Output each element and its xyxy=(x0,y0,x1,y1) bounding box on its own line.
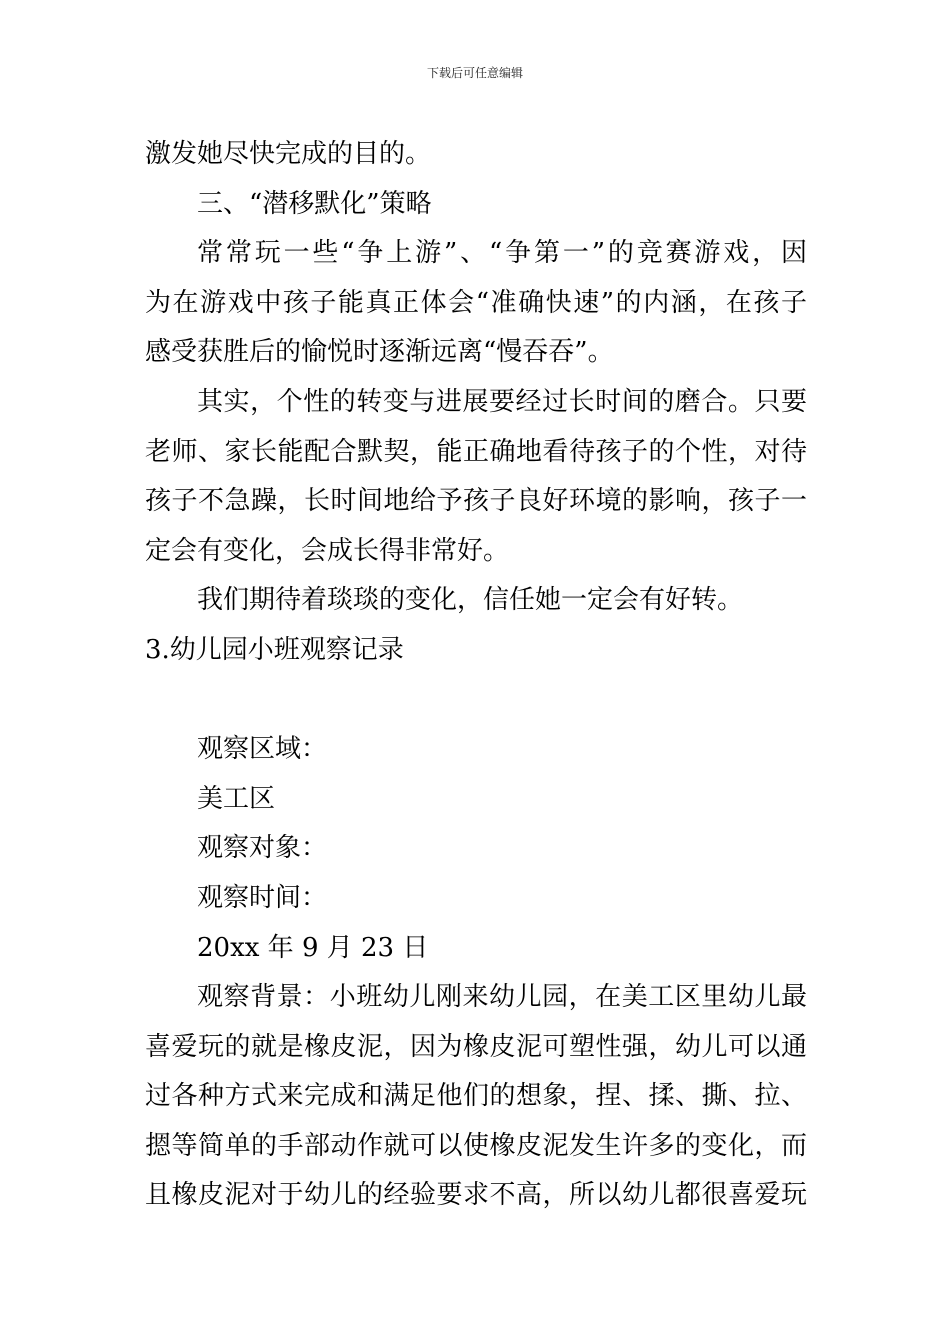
document-body xyxy=(145,130,807,1221)
page-header: 下载后可任意编辑 xyxy=(426,66,523,80)
paragraph-line: 激发她尽快完成的目的。 xyxy=(145,139,432,169)
paragraph-line: 定会有变化，会成长得非常好。 xyxy=(145,535,510,566)
paragraph-line: 我们期待着琰琰的变化，信任她一定会有好转。 xyxy=(197,585,744,616)
paragraph-line: 为在游戏中孩子能真正体会“准确快速”的内涵，在孩子 xyxy=(145,287,807,318)
paragraph-line: 其实，个性的转变与进展要经过长时间的磨合。只要 xyxy=(197,386,807,417)
paragraph-line: 过各种方式来完成和满足他们的想象，捏、揉、撕、拉、 xyxy=(145,1081,807,1112)
record-label-area: 观察区域： xyxy=(197,734,328,765)
paragraph-line: 观察背景：小班幼儿刚来幼儿园，在美工区里幼儿最 xyxy=(197,982,807,1013)
paragraph-line: 孩子不急躁，长时间地给予孩子良好环境的影响，孩子一 xyxy=(145,486,807,517)
paragraph-line: 常常玩一些“争上游”、“争第一”的竞赛游戏，因 xyxy=(197,238,807,269)
record-label-time: 观察时间： xyxy=(197,882,328,913)
paragraph-line: 感受获胜后的愉悦时逐渐远离“慢吞吞”。 xyxy=(145,337,614,368)
paragraph-line: 且橡皮泥对于幼儿的经验要求不高，所以幼儿都很喜爱玩 xyxy=(145,1180,807,1211)
paragraph-line: 喜爱玩的就是橡皮泥，因为橡皮泥可塑性强，幼儿可以通 xyxy=(145,1031,807,1062)
record-value-time: 20xx 年 9 月 23 日 xyxy=(197,932,429,963)
blank-line xyxy=(145,676,807,726)
paragraph-line: 老师、家长能配合默契，能正确地看待孩子的个性，对待 xyxy=(145,436,807,467)
paragraph-line: 摁等简单的手部动作就可以使橡皮泥发生许多的变化，而 xyxy=(145,1130,807,1161)
record-value-area: 美工区 xyxy=(197,783,276,814)
section-title: 3.幼儿园小班观察记录 xyxy=(145,634,404,665)
record-label-subject: 观察对象： xyxy=(197,833,328,864)
section-heading: 三、“潜移默化”策略 xyxy=(197,188,432,219)
